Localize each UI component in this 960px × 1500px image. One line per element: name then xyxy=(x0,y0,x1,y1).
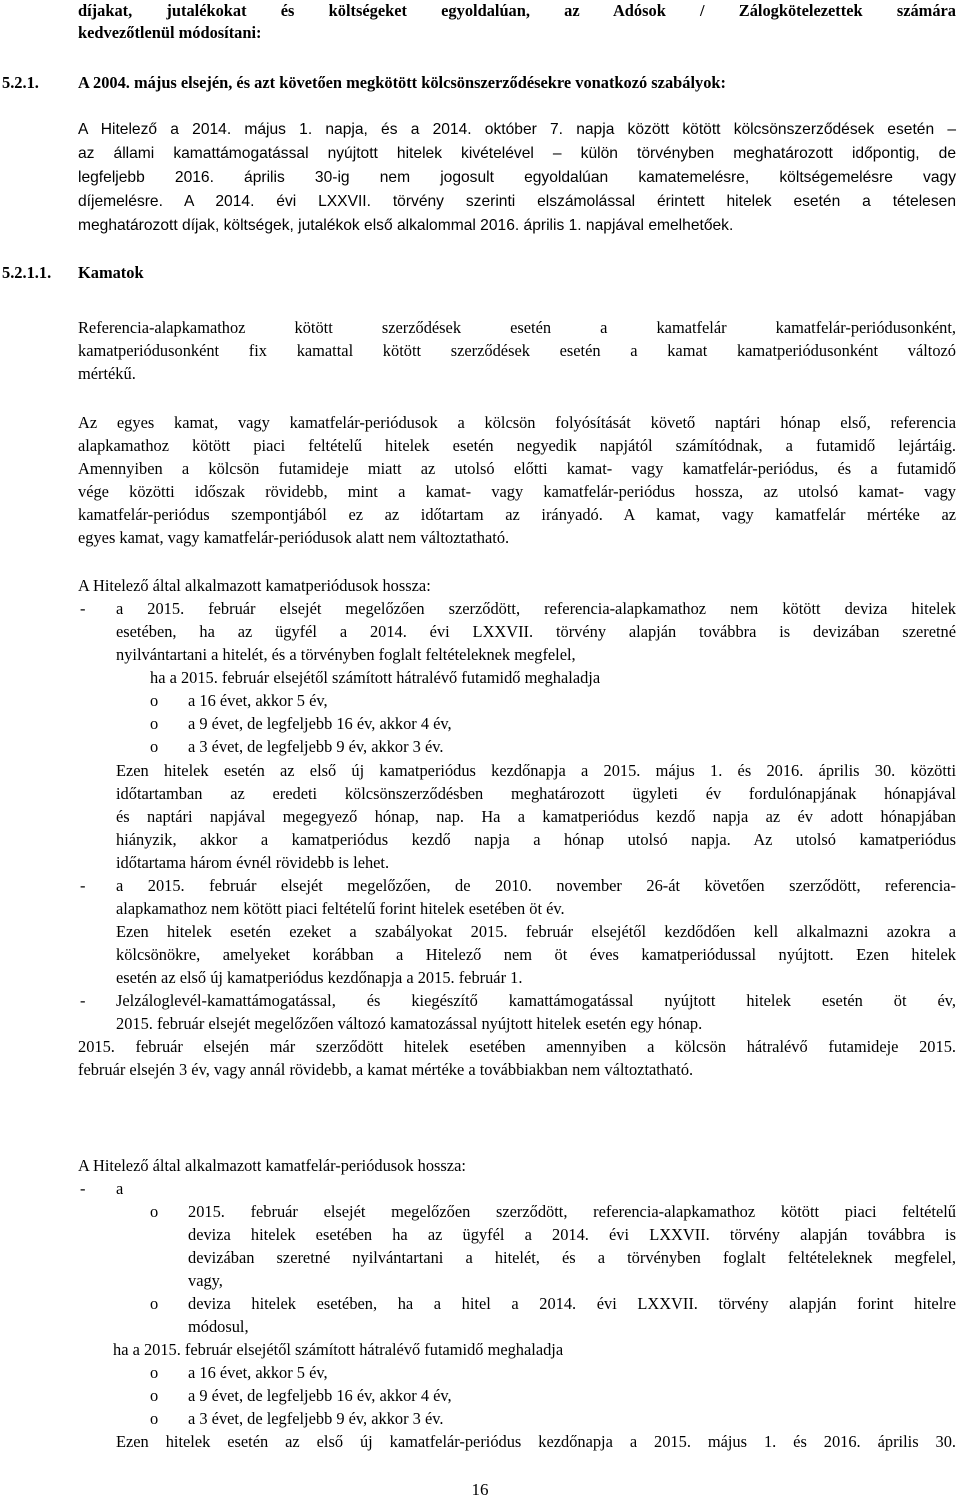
list-item-line: 2015. február elsejét megelőzően változó kamatozással nyújtott hitelek esetén egy hónap. xyxy=(116,1014,703,1033)
sublist-item: a 9 évet, de legfeljebb 16 év, akkor 4 év, xyxy=(188,714,452,733)
sublist-item: deviza hitelek esetében, ha a hitel a 2014. évi LXXVII. törvény alapján forint hitelre xyxy=(188,1294,956,1313)
circle-bullet: o xyxy=(150,737,159,756)
sublist-item: devizában szeretné nyilvántartani a hitelét, és a törvényben foglalt feltételeknek megfelel, xyxy=(188,1248,956,1267)
sublist-item: a 3 évet, de legfeljebb 9 év, akkor 3 év. xyxy=(188,1409,444,1428)
list-item-line: a xyxy=(116,1179,124,1198)
page-number: 16 xyxy=(471,1480,489,1499)
list-item-line: ha a 2015. február elsejétől számított hátralévő futamidő meghaladja xyxy=(113,1340,564,1359)
paragraph-line: Referencia-alapkamathoz kötött szerződések esetén a kamatfelár kamatfelár-periódusonként, xyxy=(78,318,956,337)
paragraph-line: kamatperiódusonként fix kamattal kötött szerződések esetén a kamat kamatperiódusonként változó xyxy=(78,341,956,360)
circle-bullet: o xyxy=(150,1202,159,1221)
section-number: 5.2.1. xyxy=(2,73,39,92)
sublist-item: vagy, xyxy=(188,1271,223,1290)
dash-bullet: - xyxy=(80,599,86,618)
list-item-line: kölcsönökre, amelyeket korábban a Hitelező nem öt éves kamatperiódussal nyújtott. Ezen hitelek xyxy=(116,945,956,964)
paragraph-line: vége közötti időszak rövidebb, mint a kamat- vagy kamatfelár-periódus hossza, az utolsó kamat- vagy xyxy=(78,482,956,501)
dash-bullet: - xyxy=(80,991,86,1010)
dash-bullet: - xyxy=(80,1179,86,1198)
list-item-line: a 2015. február elsejét megelőzően szerződött, referencia-alapkamathoz nem kötött deviza hitelek xyxy=(116,599,956,618)
circle-bullet: o xyxy=(150,714,159,733)
circle-bullet: o xyxy=(150,1363,159,1382)
list-item-line: időtartama három évnél rövidebb is lehet. xyxy=(116,853,390,872)
heading-line: kedvezőtlenül módosítani: xyxy=(78,23,262,42)
paragraph-line: Az egyes kamat, vagy kamatfelár-periódusok a kölcsön folyósítását követő naptári hónap első, referencia xyxy=(78,413,956,432)
sublist-item: 2015. február elsejét megelőzően szerződött, referencia-alapkamathoz kötött piaci feltételű xyxy=(188,1202,956,1221)
circle-bullet: o xyxy=(150,691,159,710)
list-item-line: nyilvántartani a hitelét, és a törvényben foglalt feltételeknek megfelel, xyxy=(116,645,576,664)
list-heading: A Hitelező által alkalmazott kamatfelár-periódusok hossza: xyxy=(78,1156,466,1175)
paragraph-line: Amennyiben a kölcsön futamideje miatt az utolsó előtti kamat- vagy kamatfelár-periódus, és a futamidő xyxy=(78,459,956,478)
paragraph-line: egyes kamat, vagy kamatfelár-periódusok alatt nem változtatható. xyxy=(78,528,510,547)
paragraph-line: mértékű. xyxy=(78,364,136,383)
list-item-line: Ezen hitelek esetén az első új kamatperiódus kezdőnapja a 2015. május 1. és 2016. április 30. közötti xyxy=(116,761,956,780)
sublist-item: a 9 évet, de legfeljebb 16 év, akkor 4 év, xyxy=(188,1386,452,1405)
list-item-line: esetében, ha az ügyfél a 2014. évi LXXVII. törvény alapján továbbra is devizában szeretné xyxy=(116,622,956,641)
paragraph-line: kamatfelár-periódus szempontjából ez az időtartam az irányadó. A kamat, vagy kamatfelár mértéke az xyxy=(78,505,956,524)
paragraph-line: díjemelésre. A 2014. évi LXXVII. törvény szerinti elszámolással érintett hitelek esetén a tételesen xyxy=(78,193,956,210)
subsection-title: Kamatok xyxy=(78,263,144,282)
subsection-number: 5.2.1.1. xyxy=(2,263,52,282)
sublist-item: a 16 évet, akkor 5 év, xyxy=(188,1363,328,1382)
sublist-item: deviza hitelek esetében ha az ügyfél a 2014. évi LXXVII. törvény alapján továbbra is xyxy=(188,1225,956,1244)
sublist-item: a 16 évet, akkor 5 év, xyxy=(188,691,328,710)
paragraph-line: február elsején 3 év, vagy annál rövidebb, a kamat mértéke a továbbiakban nem változtatható. xyxy=(78,1060,694,1079)
dash-bullet: - xyxy=(80,876,86,895)
heading-line: díjakat, jutalékokat és költségeket egyoldalúan, az Adósok / Zálogkötelezettek számára xyxy=(78,1,956,20)
section-title: A 2004. május elsején, és azt követően megkötött kölcsönszerződésekre vonatkozó szabályok: xyxy=(78,73,726,92)
sublist-item: a 3 évet, de legfeljebb 9 év, akkor 3 év. xyxy=(188,737,444,756)
paragraph-line: legfeljebb 2016. április 30-ig nem jogosult egyoldalúan kamatemelésre, költségemelésre vagy xyxy=(78,169,956,186)
paragraph-line: A Hitelező a 2014. május 1. napja, és a 2014. október 7. napja között kötött kölcsönszerződések esetén – xyxy=(78,121,956,138)
list-heading: A Hitelező által alkalmazott kamatperiódusok hossza: xyxy=(78,576,431,595)
list-item-line: a 2015. február elsejét megelőzően, de 2010. november 26-át követően szerződött, referencia- xyxy=(116,876,956,895)
paragraph-line: az állami kamattámogatással nyújtott hitelek kivételével – külön törvényben meghatározott időpontig, de xyxy=(78,145,956,162)
sublist-item: módosul, xyxy=(188,1317,249,1336)
list-item-line: időtartamban az eredeti kölcsönszerződésben meghatározott ügyleti év fordulónapjának hónapjával xyxy=(116,784,956,803)
list-item-line: ha a 2015. február elsejétől számított hátralévő futamidő meghaladja xyxy=(150,668,601,687)
list-item-line: hiányzik, akkor a kamatperiódus kezdő napja a hónap utolsó napja. Az utolsó kamatperiódus xyxy=(116,830,956,849)
paragraph-line: 2015. február elsején már szerződött hitelek esetében amennyiben a kölcsön hátralévő futamideje 2015. xyxy=(78,1037,956,1056)
list-item-line: Ezen hitelek esetén az első új kamatfelár-periódus kezdőnapja a 2015. május 1. és 2016. április 30. xyxy=(116,1432,956,1451)
circle-bullet: o xyxy=(150,1294,159,1313)
list-item-line: és naptári napjával megegyező hónap, nap. Ha a kamatperiódus kezdő napja az év adott hónapjában xyxy=(116,807,956,826)
list-item-line: esetén az első új kamatperiódus kezdőnapja a 2015. február 1. xyxy=(116,968,523,987)
paragraph-line: meghatározott díjak, költségek, jutalékok első alkalommal 2016. április 1. napjával emelhetőek. xyxy=(78,217,734,234)
circle-bullet: o xyxy=(150,1386,159,1405)
paragraph-line: alapkamathoz kötött piaci feltételű hitelek esetén negyedik napjától számítódnak, a futamidő lejártáig. xyxy=(78,436,956,455)
list-item-line: alapkamathoz nem kötött piaci feltételű forint hitelek esetében öt év. xyxy=(116,899,565,918)
circle-bullet: o xyxy=(150,1409,159,1428)
list-item-line: Jelzáloglevél-kamattámogatással, és kiegészítő kamattámogatással nyújtott hitelek esetén öt év, xyxy=(116,991,956,1010)
list-item-line: Ezen hitelek esetén ezeket a szabályokat 2015. február elsejétől kezdődően kell alkalmazni azokra a xyxy=(116,922,956,941)
